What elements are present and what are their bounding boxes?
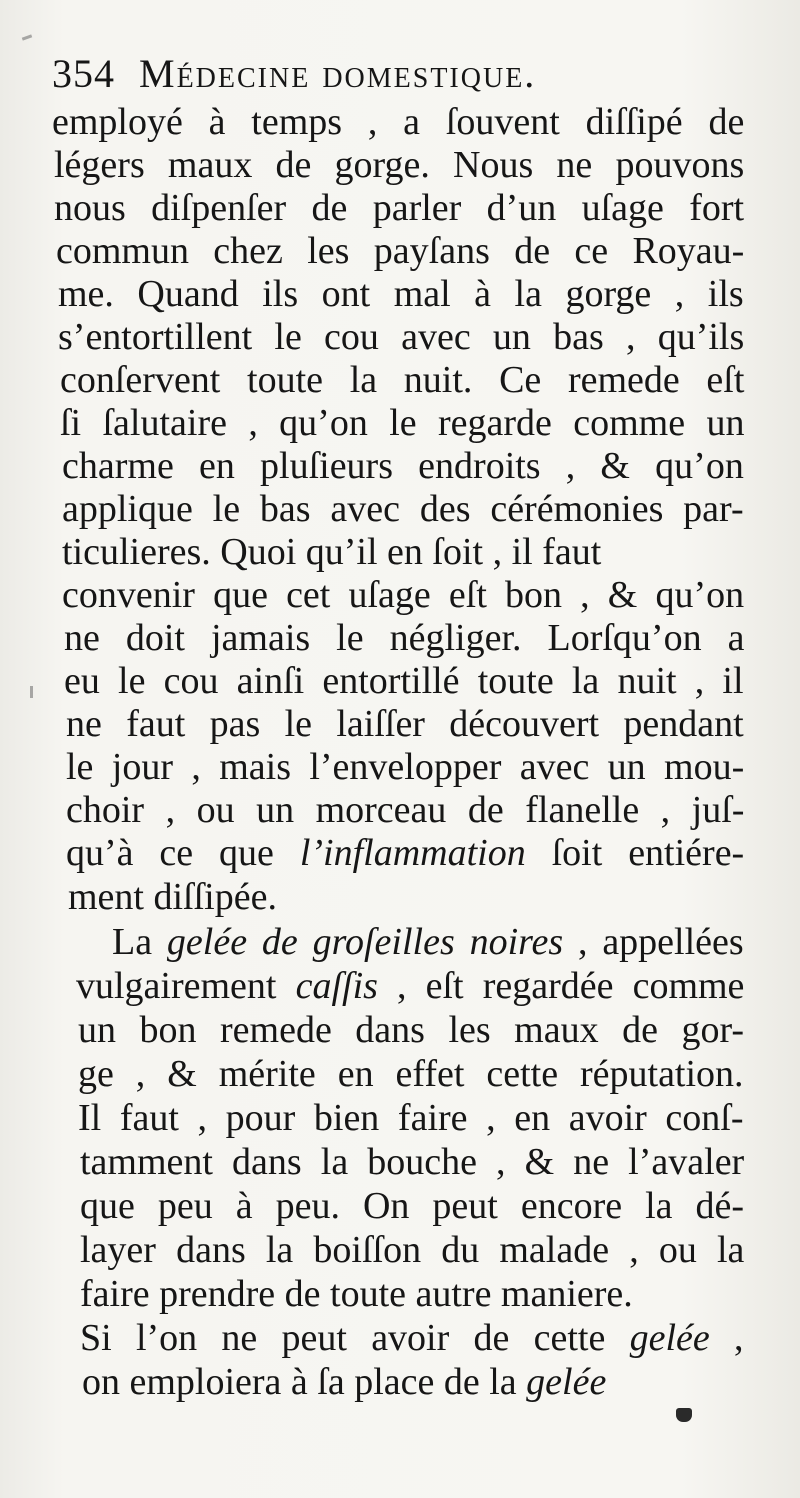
text-segment: eu le cou ainſi entortillé toute la nuit , il — [64, 660, 744, 702]
text-segment: ticulieres. Quoi qu’il en ſoit , il faut — [62, 531, 602, 573]
text-line — [54, 143, 744, 187]
text-line — [58, 272, 744, 316]
text-line — [66, 745, 744, 789]
text-segment: faire prendre de toute autre maniere. — [80, 1273, 633, 1315]
text-segment: Il faut , pour bien faire , en avoir conſ- — [78, 1097, 744, 1139]
text-segment: commun chez les payſans de ce Royau- — [56, 230, 745, 272]
text-segment: s’entortillent le cou avec un bas , qu’ils — [58, 316, 745, 358]
text-line — [76, 964, 744, 1008]
text-line — [112, 920, 744, 964]
ink-speck — [22, 34, 32, 40]
page-header — [52, 48, 772, 100]
text-line — [78, 1052, 744, 1096]
text-segment: légers maux de gorge. Nous ne pouvons — [54, 144, 745, 186]
text-line — [62, 573, 744, 617]
text-segment: que peu à peu. On peut encore la dé- — [80, 1185, 745, 1227]
text-line — [80, 1316, 744, 1360]
text-line — [64, 616, 744, 660]
italic-text: caſſis — [295, 965, 378, 1007]
text-line — [52, 100, 744, 144]
text-segment: , eſt regardée comme — [377, 965, 745, 1007]
text-line — [66, 831, 744, 875]
text-line — [78, 1096, 743, 1140]
ink-speck — [30, 686, 33, 698]
text-line — [68, 875, 277, 919]
running-title: Médecine domestique. — [139, 51, 537, 96]
text-segment: conſervent toute la nuit. Ce remede eſt — [60, 359, 745, 401]
text-line — [80, 1272, 633, 1316]
text-segment: layer dans la boiſſon du malade , ou la — [80, 1229, 745, 1271]
text-segment: , — [709, 1317, 744, 1359]
text-line — [54, 186, 744, 230]
text-line — [80, 1228, 744, 1272]
text-line — [80, 1184, 744, 1228]
text-line — [60, 358, 744, 402]
text-line — [58, 315, 744, 359]
text-segment: , appellées — [563, 921, 744, 963]
text-segment: le jour , mais l’envelopper avec un mou- — [66, 746, 745, 788]
text-line — [62, 444, 744, 488]
text-segment: un bon remede dans les maux de gor- — [78, 1009, 745, 1051]
text-segment: ment diſſipée. — [68, 876, 277, 918]
text-segment: applique le bas avec des cérémonies par- — [62, 488, 744, 530]
text-line — [64, 659, 744, 703]
text-segment: on emploiera à ſa place de la — [82, 1361, 527, 1403]
text-segment: La — [112, 921, 167, 963]
text-segment: ne doit jamais le négliger. Lorſqu’on a — [64, 617, 745, 659]
text-segment: ſoit entiére- — [525, 832, 745, 874]
text-line — [62, 487, 744, 531]
text-segment: nous diſpenſer de parler d’un uſage fort — [54, 187, 745, 229]
text-segment: employé à temps , a ſouvent diſſipé de — [52, 101, 745, 143]
text-line — [78, 1008, 744, 1052]
ink-mark — [676, 1408, 692, 1422]
italic-text: gelée de groſeilles noires — [166, 921, 564, 963]
text-segment: Si l’on ne peut avoir de cette — [80, 1317, 630, 1359]
text-segment: qu’à ce que — [66, 832, 300, 874]
text-segment: charme en pluſieurs endroits , & qu’on — [62, 445, 744, 487]
text-line — [60, 401, 744, 445]
text-line — [82, 1360, 606, 1404]
text-line — [66, 702, 744, 746]
text-segment: tamment dans la bouche , & ne l’avaler — [80, 1141, 745, 1183]
italic-text: gelée — [526, 1361, 607, 1403]
text-segment: ge , & mérite en effet cette réputation. — [78, 1053, 744, 1095]
text-line — [56, 229, 744, 273]
text-segment: me. Quand ils ont mal à la gorge , ils — [58, 273, 744, 315]
text-line — [62, 530, 601, 574]
text-segment: ne faut pas le laiſſer découvert pendant — [66, 703, 744, 745]
text-segment: vulgairement — [76, 965, 296, 1007]
page-number: 354 — [52, 51, 115, 96]
text-segment: choir , ou un morceau de flanelle , juſ- — [66, 789, 745, 831]
italic-text: gelée — [629, 1317, 710, 1359]
text-segment: convenir que cet uſage eſt bon , & qu’on — [62, 574, 745, 616]
italic-text: l’inflammation — [299, 832, 526, 874]
text-line — [80, 1140, 744, 1184]
text-line — [66, 788, 744, 832]
text-segment: ſi ſalutaire , qu’on le regarde comme un — [60, 402, 745, 444]
